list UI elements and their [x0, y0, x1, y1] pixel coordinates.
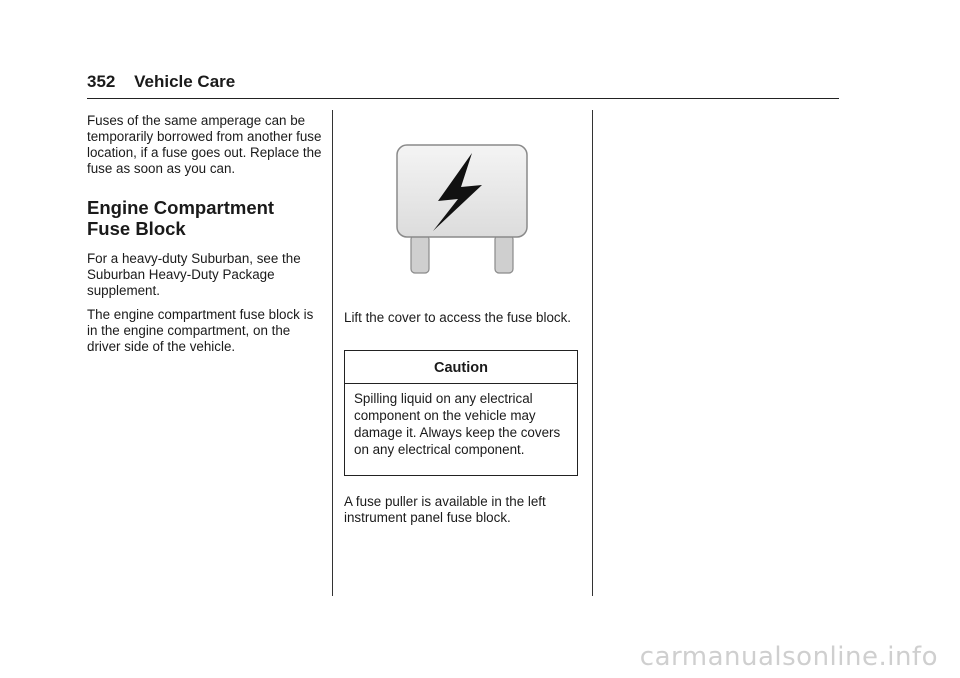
heading-line-2: Fuse Block: [87, 218, 186, 239]
fuse-puller-text: A fuse puller is available in the left instrument panel fuse block.: [344, 494, 546, 525]
section-title: Vehicle Care: [134, 72, 236, 91]
fuse-borrow-paragraph: Fuses of the same amperage can be temporarily borrowed from another fuse location, if a fuse goes out. Replace the fuse as soon as you can.: [87, 113, 322, 176]
watermark: carmanualsonline.info: [639, 642, 938, 672]
caution-title: Caution: [345, 351, 577, 384]
heavy-duty-paragraph: For a heavy-duty Suburban, see the Suburban Heavy-Duty Package supplement.: [87, 251, 301, 298]
cover-paragraph: [344, 310, 580, 326]
fuse-puller-paragraph: [344, 494, 580, 526]
lightning-fuse-icon: [396, 143, 528, 275]
caution-box: [344, 350, 578, 476]
column-divider-left: [332, 110, 333, 596]
cover-text: Lift the cover to access the fuse block.: [344, 310, 572, 325]
left-column: [87, 113, 323, 363]
heading-line-1: Engine Compartment: [87, 197, 275, 218]
column-divider-right: [592, 110, 593, 596]
location-paragraph: The engine compartment fuse block is in the engine compartment, on the driver side of the vehicle.: [87, 307, 314, 354]
page-header: [87, 72, 839, 99]
section-heading: [87, 197, 323, 239]
caution-body: Spilling liquid on any electrical component on the vehicle may damage it. Always keep the covers on any electrical component.: [354, 391, 561, 457]
page-number: 352: [87, 72, 116, 91]
